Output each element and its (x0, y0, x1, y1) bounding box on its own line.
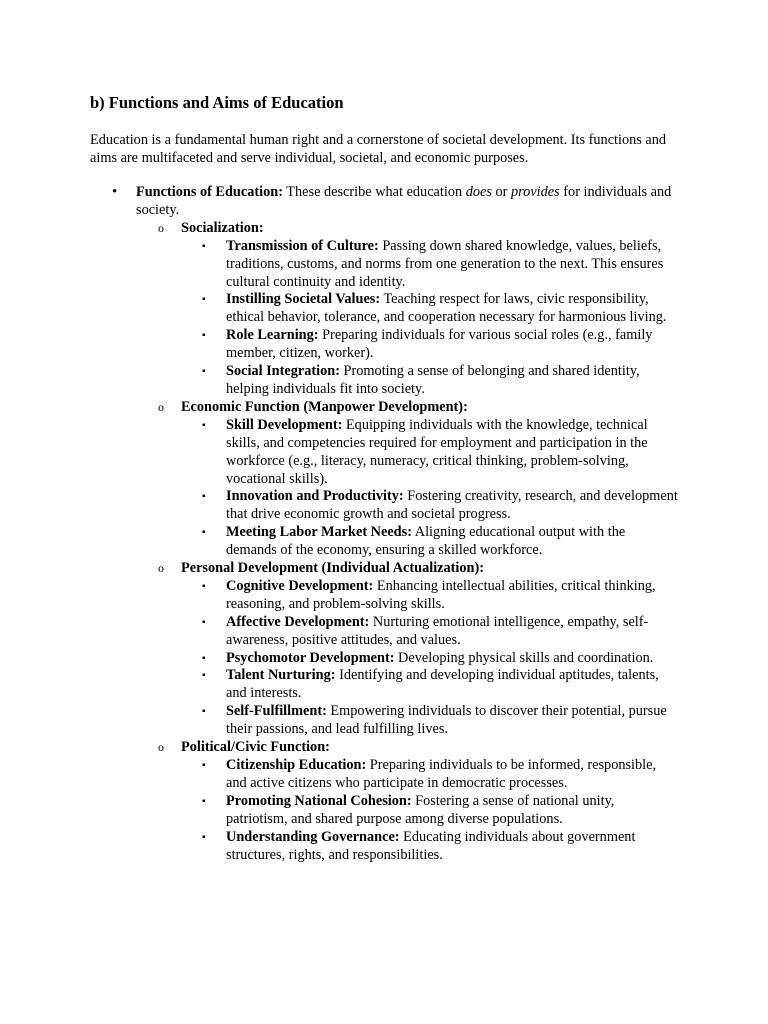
section-heading: b) Functions and Aims of Education (90, 93, 344, 112)
square-marker: ▪ (202, 294, 206, 306)
item-term: Instilling Societal Values: (226, 291, 381, 308)
list-item (0, 488, 768, 524)
item-description: Fostering creativity, research, and development that drive economic growth and societal progress. (226, 488, 678, 523)
list-item (0, 363, 768, 399)
item-text (226, 667, 678, 703)
square-marker: ▪ (202, 527, 206, 539)
function-groups (0, 220, 768, 865)
square-marker: ▪ (202, 670, 206, 682)
function-group (0, 220, 768, 238)
item-description: Equipping individuals with the knowledge, technical skills, and competencies required for employment and participation in the workforce (e.g., literacy, numeracy, critical thinking, problem-solving, vocational skills). (226, 416, 648, 487)
intro-paragraph: Education is a fundamental human right and a cornerstone of societal development. Its functions and aims are multifaceted and serve individual, societal, and economic purposes. (90, 132, 667, 166)
circle-marker: o (158, 220, 164, 235)
list-item (0, 650, 768, 668)
item-text (226, 417, 678, 489)
square-marker: ▪ (202, 330, 206, 342)
item-text (226, 488, 678, 524)
list-item (0, 524, 768, 560)
item-term: Self-Fulfillment: (226, 703, 327, 720)
item-description: Developing physical skills and coordination. (394, 649, 654, 666)
item-text (226, 327, 678, 363)
list-item (0, 703, 768, 739)
functions-desc-1: These describe what education (282, 184, 466, 200)
functions-desc-3: for individuals and society. (136, 184, 672, 218)
group-title: Socialization: (181, 219, 264, 236)
circle-marker: o (158, 740, 164, 755)
item-term: Talent Nurturing: (226, 667, 336, 684)
functions-desc-does: does (465, 184, 492, 200)
list-item-functions (0, 184, 768, 220)
function-group (0, 739, 768, 757)
square-marker: ▪ (202, 366, 206, 378)
list-item (0, 327, 768, 363)
list-item (0, 757, 768, 793)
item-description: Nurturing emotional intelligence, empathy, self-awareness, positive attitudes, and values. (226, 613, 649, 648)
group-title: Personal Development (Individual Actualization): (181, 560, 485, 577)
item-term: Psychomotor Development: (226, 649, 395, 666)
item-text (226, 650, 678, 668)
item-description: Teaching respect for laws, civic responsibility, ethical behavior, tolerance, and cooperation necessary for harmonious living. (226, 291, 667, 326)
item-description: Empowering individuals to discover their potential, pursue their passions, and lead fulfilling lives. (226, 703, 667, 738)
item-term: Role Learning: (226, 327, 319, 344)
item-text (226, 578, 678, 614)
square-marker: ▪ (202, 706, 206, 718)
circle-marker: o (158, 561, 164, 576)
list-item (0, 291, 768, 327)
functions-desc-provides: provides (511, 184, 560, 200)
item-text (226, 363, 678, 399)
square-marker: ▪ (202, 831, 206, 843)
function-group (0, 399, 768, 417)
square-marker: ▪ (202, 580, 206, 592)
item-text (226, 757, 678, 793)
item-text (226, 829, 678, 865)
item-text (226, 793, 678, 829)
group-title-text (181, 739, 681, 757)
list-item (0, 829, 768, 865)
item-text (226, 238, 678, 292)
item-description: Identifying and developing individual aptitudes, talents, and interests. (226, 667, 659, 702)
item-term: Understanding Governance: (226, 828, 400, 845)
item-term: Affective Development: (226, 613, 370, 630)
square-marker: ▪ (202, 760, 206, 771)
list-item (0, 793, 768, 829)
item-term: Skill Development: (226, 416, 343, 433)
list-item (0, 578, 768, 614)
circle-marker: o (158, 399, 164, 414)
item-description: Promoting a sense of belonging and shared identity, helping individuals fit into society. (226, 363, 640, 397)
group-title-text (181, 560, 681, 578)
square-marker: ▪ (202, 491, 206, 503)
list-item (0, 614, 768, 650)
functions-term: Functions of Education: (136, 184, 283, 200)
item-description: Fostering a sense of national unity, patriotism, and shared purpose among diverse populations. (226, 792, 615, 827)
item-text (226, 524, 678, 560)
functions-desc-2: or (491, 184, 511, 200)
item-text (226, 614, 678, 650)
list-item (0, 238, 768, 292)
square-marker: ▪ (202, 616, 206, 628)
square-marker: ▪ (202, 652, 206, 664)
item-term: Innovation and Productivity: (226, 488, 404, 505)
list-item (0, 667, 768, 703)
function-group (0, 560, 768, 578)
item-term: Promoting National Cohesion: (226, 792, 412, 809)
item-description: Educating individuals about government structures, rights, and responsibilities. (226, 828, 636, 863)
square-marker: ▪ (202, 419, 206, 431)
item-description: Preparing individuals for various social roles (e.g., family member, citizen, worker). (226, 327, 653, 362)
item-description: Aligning educational output with the demands of the economy, ensuring a skilled workforce. (226, 524, 626, 559)
item-term: Cognitive Development: (226, 577, 374, 594)
square-marker: ▪ (202, 795, 206, 807)
list-item (0, 417, 768, 489)
item-text (226, 703, 678, 739)
functions-text (136, 184, 681, 220)
group-title: Economic Function (Manpower Development): (181, 398, 468, 415)
bullet-marker: • (112, 184, 118, 200)
item-term: Social Integration: (226, 363, 340, 380)
item-term: Transmission of Culture: (226, 237, 379, 254)
group-title: Political/Civic Function: (181, 739, 330, 756)
item-term: Citizenship Education: (226, 757, 367, 773)
group-title-text (181, 220, 681, 238)
item-description: Preparing individuals to be informed, responsible, and active citizens who participate in democratic processes. (226, 757, 657, 791)
item-description: Enhancing intellectual abilities, critical thinking, reasoning, and problem-solving skills. (226, 577, 656, 612)
item-text (226, 291, 678, 327)
item-term: Meeting Labor Market Needs: (226, 524, 412, 541)
functions-list (0, 184, 768, 864)
square-marker: ▪ (202, 240, 206, 252)
group-title-text (181, 399, 681, 417)
item-description: Passing down shared knowledge, values, beliefs, traditions, customs, and norms from one generation to the next. This ensures cultural continuity and identity. (226, 237, 664, 290)
